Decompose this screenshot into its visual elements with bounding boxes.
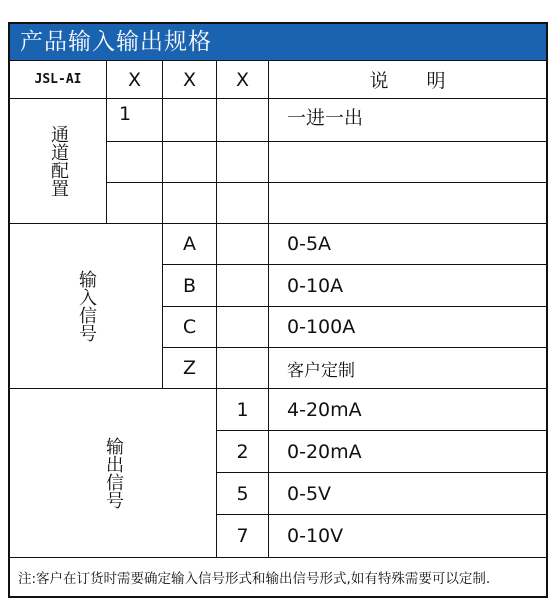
input-label: 输入信号 xyxy=(76,270,97,342)
output-desc: 0-20mA xyxy=(287,440,362,463)
channel-label-cell xyxy=(10,99,106,223)
header-x1: X xyxy=(127,68,142,91)
output-code: 5 xyxy=(236,482,249,505)
table-title: 产品输入输出规格 xyxy=(10,24,546,60)
output-desc: 4-20mA xyxy=(287,398,362,421)
output-desc: 0-10V xyxy=(287,525,344,547)
spec-table xyxy=(8,22,548,598)
input-desc: 0-5A xyxy=(287,233,332,255)
channel-desc xyxy=(269,183,546,223)
channel-label: 通道配置 xyxy=(48,125,69,197)
header-description: 说 明 xyxy=(369,70,446,92)
input-code: B xyxy=(182,274,197,297)
channel-code: 1 xyxy=(119,103,132,125)
output-desc: 0-5V xyxy=(287,482,332,505)
channel-code xyxy=(107,183,162,223)
output-label-cell xyxy=(10,389,216,557)
output-label: 输出信号 xyxy=(103,437,124,509)
channel-desc xyxy=(269,142,546,182)
input-code: A xyxy=(183,233,196,255)
output-code: 7 xyxy=(236,525,249,547)
header-model: JSL-AI xyxy=(34,72,82,87)
output-code: 2 xyxy=(236,440,249,463)
input-desc: 0-10A xyxy=(287,274,344,297)
channel-desc: 一进一出 xyxy=(287,107,364,129)
input-desc: 0-100A xyxy=(287,316,356,338)
header-x3: X xyxy=(235,68,250,91)
order-note: 注:客户在订货时需要确定输入信号形式和输出信号形式,如有特殊需要可以定制. xyxy=(18,571,491,587)
input-label-cell xyxy=(10,224,162,388)
output-code: 1 xyxy=(236,398,249,421)
input-code: Z xyxy=(182,357,197,379)
input-desc: 客户定制 xyxy=(287,360,355,381)
header-x2: X xyxy=(182,68,197,91)
channel-code xyxy=(107,142,162,182)
input-code: C xyxy=(182,316,197,338)
